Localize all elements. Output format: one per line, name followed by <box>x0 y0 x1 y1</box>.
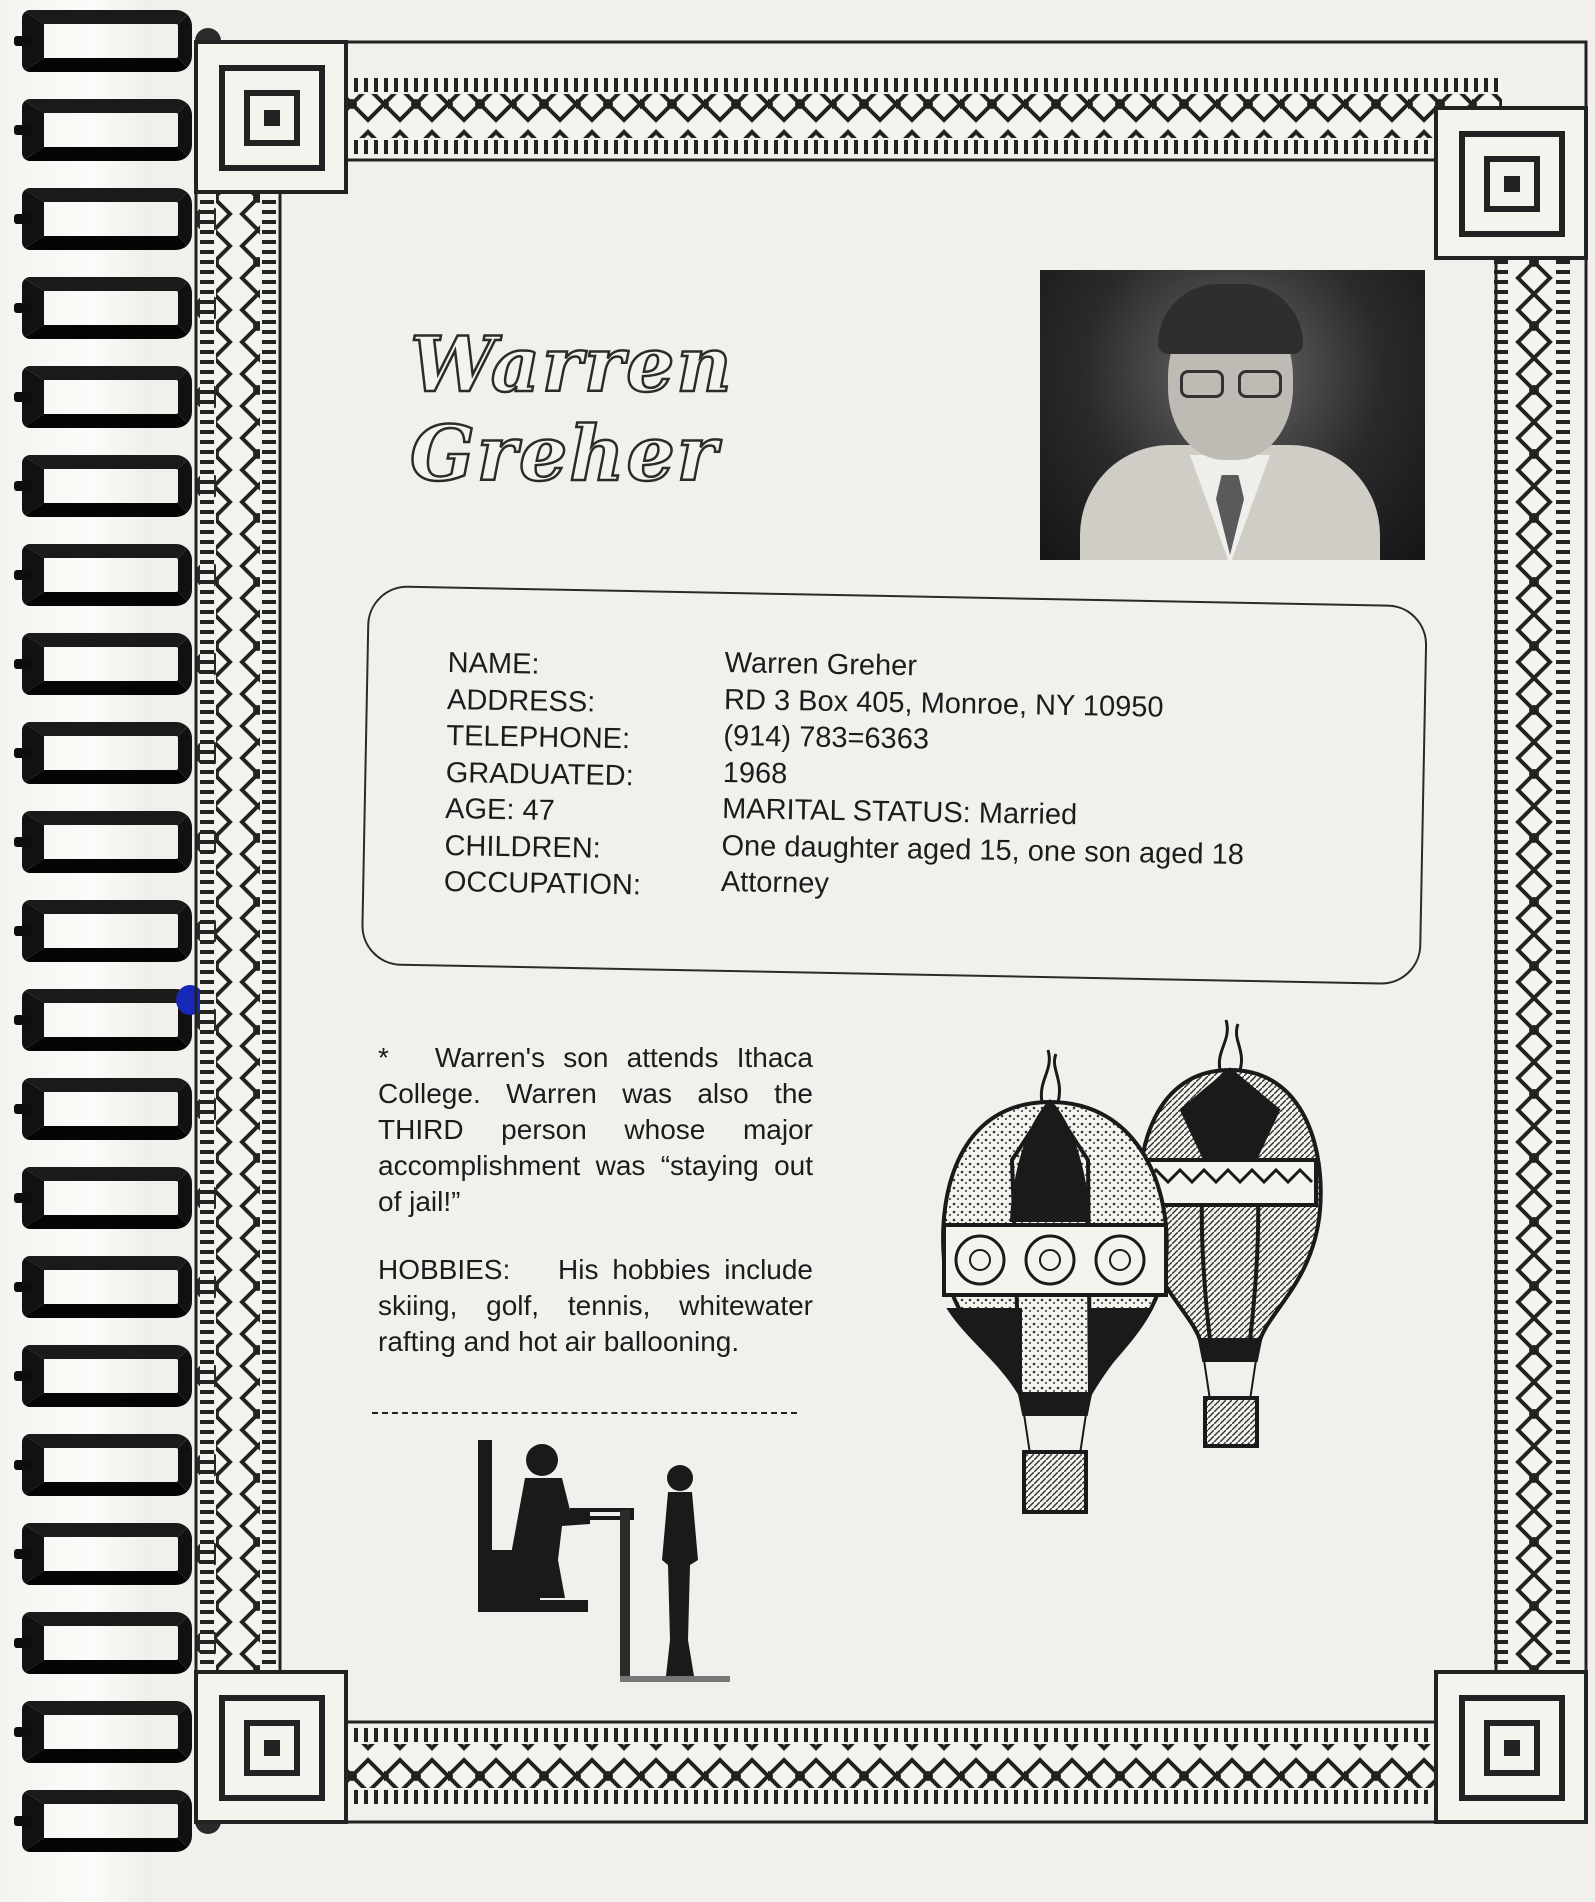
age-label: AGE: 47 <box>444 792 556 827</box>
binding-coil <box>22 633 192 695</box>
binding-coil <box>22 1345 192 1407</box>
graduated-label: GRADUATED: <box>445 756 635 792</box>
name-label: NAME: <box>447 646 540 681</box>
hot-air-balloon-illustration <box>920 1010 1360 1530</box>
front-balloon <box>943 1050 1167 1512</box>
binding-coil <box>22 1612 192 1674</box>
binding-coil <box>22 277 192 339</box>
binding-coil <box>22 1434 192 1496</box>
note-paragraph <box>378 1040 813 1220</box>
binding-coil <box>22 1790 192 1852</box>
binding-coil <box>22 1167 192 1229</box>
profile-title: Warren Greher <box>410 320 734 498</box>
binding-coil <box>22 989 192 1051</box>
binding-coil <box>22 10 192 72</box>
marital-status-value: MARITAL STATUS: Married <box>721 792 1078 832</box>
binding-coil <box>22 366 192 428</box>
note-text: Warren's son attends Ithaca College. Warren was also the THIRD person whose major accomplishment was “staying out of jail!” <box>378 1042 813 1217</box>
occupation-value: Attorney <box>720 865 830 900</box>
hobbies-label: HOBBIES: <box>378 1254 511 1285</box>
binding-coil <box>22 722 192 784</box>
hobbies-text: His hobbies include skiing, golf, tennis, whitewater rafting and hot air ballooning. <box>378 1254 813 1357</box>
binding-coil <box>22 811 192 873</box>
children-label: CHILDREN: <box>444 829 602 865</box>
address-value: RD 3 Box 405, Monroe, NY 10950 <box>723 683 1164 724</box>
binding-coil <box>22 1256 192 1318</box>
judge-silhouette-illustration <box>470 1440 730 1690</box>
graduated-value: 1968 <box>722 756 788 790</box>
binding-coil <box>22 99 192 161</box>
note-star: * <box>378 1042 389 1073</box>
portrait-photo <box>1040 270 1425 560</box>
silhouette-shapes <box>478 1440 730 1682</box>
binding-coil <box>22 1701 192 1763</box>
address-label: ADDRESS: <box>446 683 596 719</box>
occupation-label: OCCUPATION: <box>443 865 642 902</box>
name-value: Warren Greher <box>724 646 918 683</box>
photo-hair <box>1158 284 1303 354</box>
hobbies-paragraph <box>378 1252 813 1360</box>
binding-coil <box>22 455 192 517</box>
telephone-value: (914) 783=6363 <box>723 719 930 756</box>
binding-coil <box>22 1078 192 1140</box>
binding-coil <box>22 900 192 962</box>
info-labels <box>444 645 646 904</box>
binding-coil <box>22 544 192 606</box>
binding-coil <box>22 188 192 250</box>
info-values <box>721 645 1248 910</box>
children-value: One daughter aged 15, one son aged 18 <box>721 829 1245 871</box>
binding-coil <box>22 1523 192 1585</box>
telephone-label: TELEPHONE: <box>446 719 631 756</box>
dashed-divider <box>372 1412 797 1414</box>
photo-glasses <box>1180 370 1285 400</box>
